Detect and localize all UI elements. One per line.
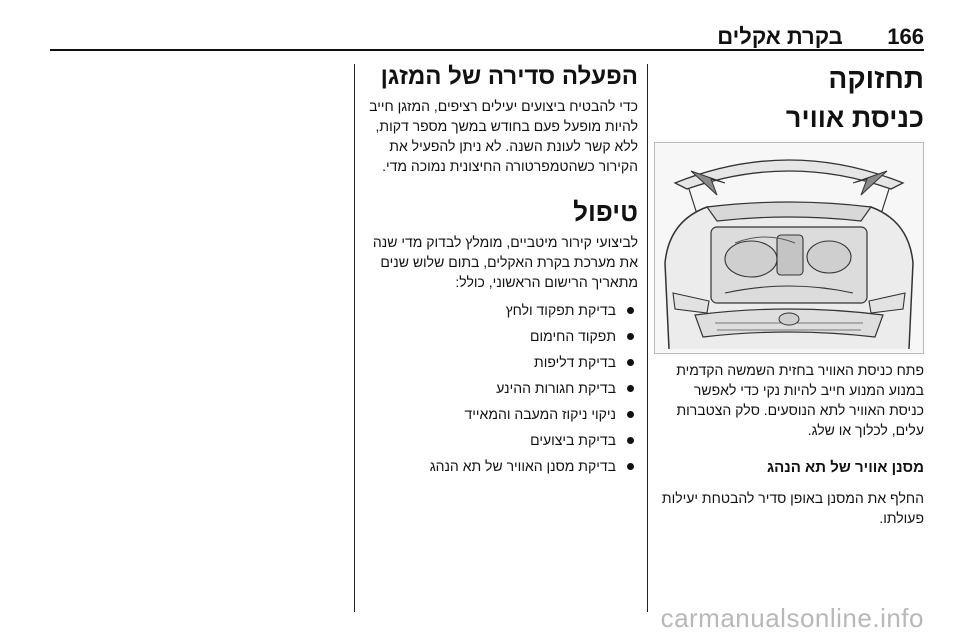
- section-title-regular-operation: הפעלה סדירה של המזגן: [380, 63, 638, 90]
- chapter-title: בקרת אקלים: [717, 24, 843, 49]
- list-item: בדיקת דליפות: [362, 352, 638, 372]
- service-checklist: [362, 300, 638, 476]
- column-divider-left: [354, 64, 355, 612]
- list-item: ניקוי ניקוז המעבה והמאייד: [362, 404, 638, 424]
- watermark: carmanualsonline.info: [660, 603, 924, 633]
- air-inlet-paragraph: פתח כניסת האוויר בחזית השמשה הקדמית במנוע המנוע חייב להיות נקי כדי לאפשר כניסת האוויר לתא הנוסעים. סלק הצטברות עלים, לכלוך או שלג.: [676, 362, 924, 438]
- page-number: 166: [887, 24, 924, 49]
- header-rule: [50, 49, 924, 51]
- bullet-dot: [627, 385, 634, 392]
- column-divider-right: [647, 64, 648, 612]
- bullet-dot: [627, 437, 634, 444]
- cabin-filter-paragraph: החלף את המסנן באופן סדיר להבטחת יעילות פעולתו.: [661, 490, 924, 526]
- section-title-maintenance: תחזוקה: [828, 63, 924, 94]
- list-item: בדיקת תפקוד ולחץ: [362, 300, 638, 320]
- engine-bay-figure: [654, 142, 924, 354]
- bullet-dot: [627, 463, 634, 470]
- cabin-filter-title: מסנן אוויר של תא הנהג: [766, 459, 924, 476]
- list-item: בדיקת ביצועים: [362, 430, 638, 450]
- right-column: [656, 62, 924, 528]
- service-paragraph: לביצועי קירור מיטביים, מומלץ לבדוק מדי שנה את מערכת בקרת האקלים, בתום שלוש שנים מתאריך הרישום הראשוני, כולל:: [372, 234, 638, 290]
- bullet-dot: [627, 307, 634, 314]
- regular-operation-paragraph: כדי להבטיח ביצועים יעילים רציפים, המזגן חייב להיות מופעל פעם בחודש במשך מספר דקות, ללא קשר לעונת השנה. לא ניתן להפעיל את הקירור כשהטמפרטורה החיצונית נמוכה מדי.: [369, 98, 638, 174]
- list-item: בדיקת חגורות ההינע: [362, 378, 638, 398]
- bullet-dot: [627, 411, 634, 418]
- subsection-title-air-inlet: כניסת אוויר: [785, 103, 924, 133]
- page-header: [0, 0, 960, 52]
- engine-bay-illustration: [655, 143, 923, 353]
- list-item: בדיקת מסנן האוויר של תא הנהג: [362, 456, 638, 476]
- middle-column: [362, 62, 638, 482]
- bullet-dot: [627, 333, 634, 340]
- section-title-service: טיפול: [573, 197, 638, 227]
- list-item: תפקוד החימום: [362, 326, 638, 346]
- bullet-dot: [627, 359, 634, 366]
